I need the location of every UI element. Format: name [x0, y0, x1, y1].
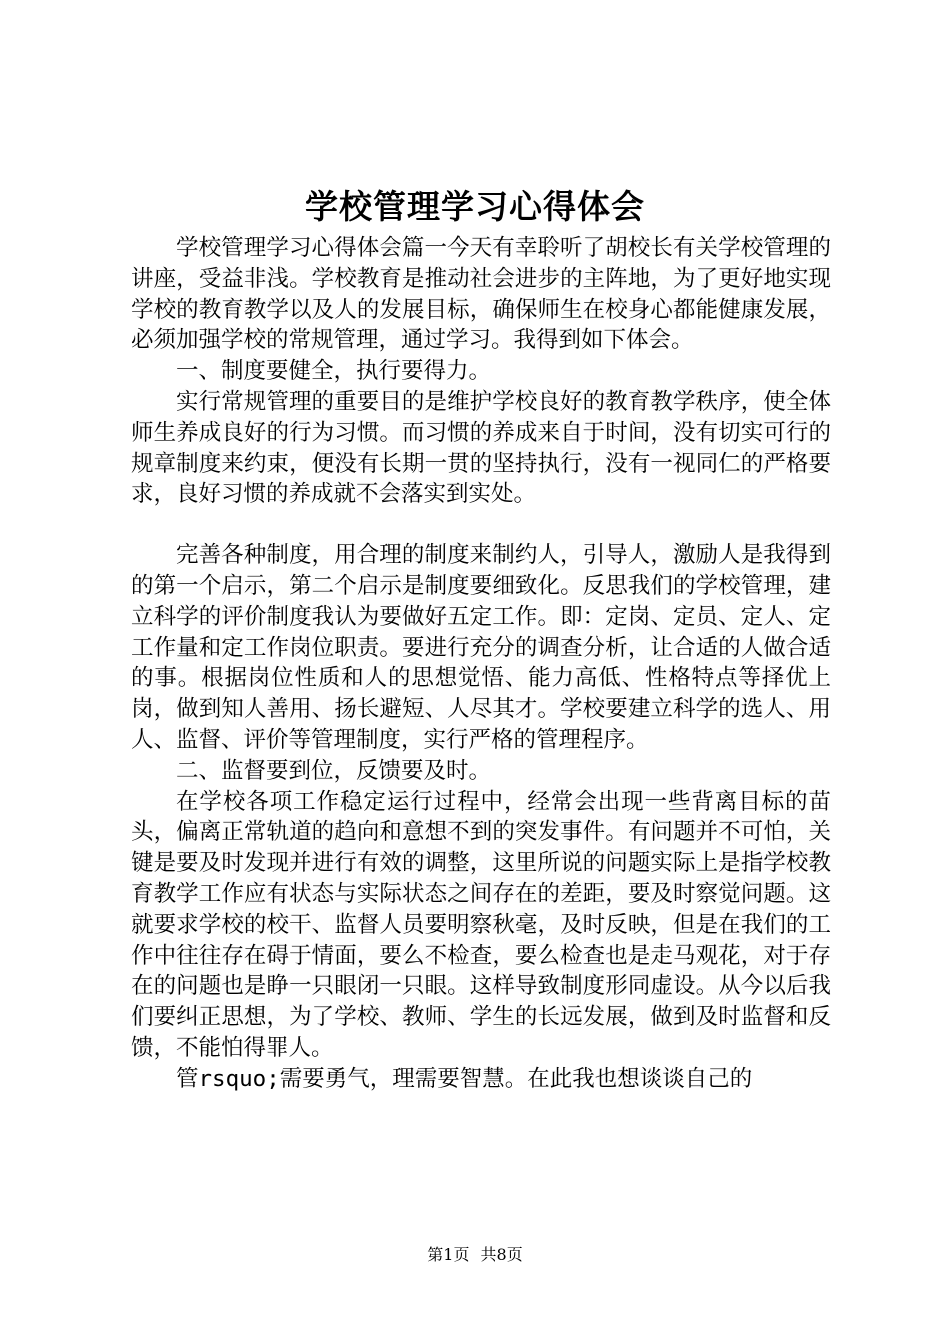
document-body — [131, 233, 831, 1095]
paragraph-management-courage: 管rsquo;需要勇气，理需要智慧。在此我也想谈谈自己的 — [176, 1065, 753, 1092]
page-total: 共8页 — [480, 1245, 523, 1264]
section-heading-1: 一、制度要健全，执行要得力。 — [176, 358, 492, 385]
document-title: 学校管理学习心得体会 — [305, 187, 645, 226]
paragraph-supervision: 在学校各项工作稳定运行过程中，经常会出现一些背离目标的苗头，偏离正常轨道的趋向和意想不到的突发事件。有问题并不可怕，关键是要及时发现并进行有效的调整，这里所说的问题实际上是指学校教育教学工作应有状态与实际状态之间存在的差距，要及时察觉问题。这就要求学校的校干、监督人员要明察秋毫，及时反映，但是在我们的工作中往往存在碍于情面，要么不检查，要么检查也是走马观花，对于存在的问题也是睁一只眼闭一只眼。这样导致制度形同虚设。从今以后我们要纠正思想，为了学校、教师、学生的长远发展，做到及时监督和反馈，不能怕得罪人。 — [131, 788, 831, 1061]
paragraph-improve-system: 完善各种制度，用合理的制度来制约人，引导人，激励人是我得到的第一个启示，第二个启示是制度要细致化。反思我们的学校管理，建立科学的评价制度我认为要做好五定工作。即：定岗、定员、定人、定工作量和定工作岗位职责。要进行充分的调查分析，让合适的人做合适的事。根据岗位性质和人的思想觉悟、能力高低、性格特点等择优上岗，做到知人善用、扬长避短、人尽其才。学校要建立科学的选人、用人、监督、评价等管理制度，实行严格的管理程序。 — [131, 542, 831, 753]
page-number: 第1页 — [427, 1245, 470, 1264]
paragraph-regulation: 实行常规管理的重要目的是维护学校良好的教育教学秩序，使全体师生养成良好的行为习惯。而习惯的养成来自于时间，没有切实可行的规章制度来约束，便没有长期一贯的坚持执行，没有一视同仁的严格要求，良好习惯的养成就不会落实到实处。 — [131, 388, 831, 508]
page-footer — [0, 1244, 950, 1266]
section-heading-2: 二、监督要到位，反馈要及时。 — [176, 757, 492, 784]
paragraph-intro: 学校管理学习心得体会篇一今天有幸聆听了胡校长有关学校管理的讲座，受益非浅。学校教育是推动社会进步的主阵地，为了更好地实现学校的教育教学以及人的发展目标，确保师生在校身心都能健康发展，必须加强学校的常规管理，通过学习。我得到如下体会。 — [131, 235, 831, 354]
